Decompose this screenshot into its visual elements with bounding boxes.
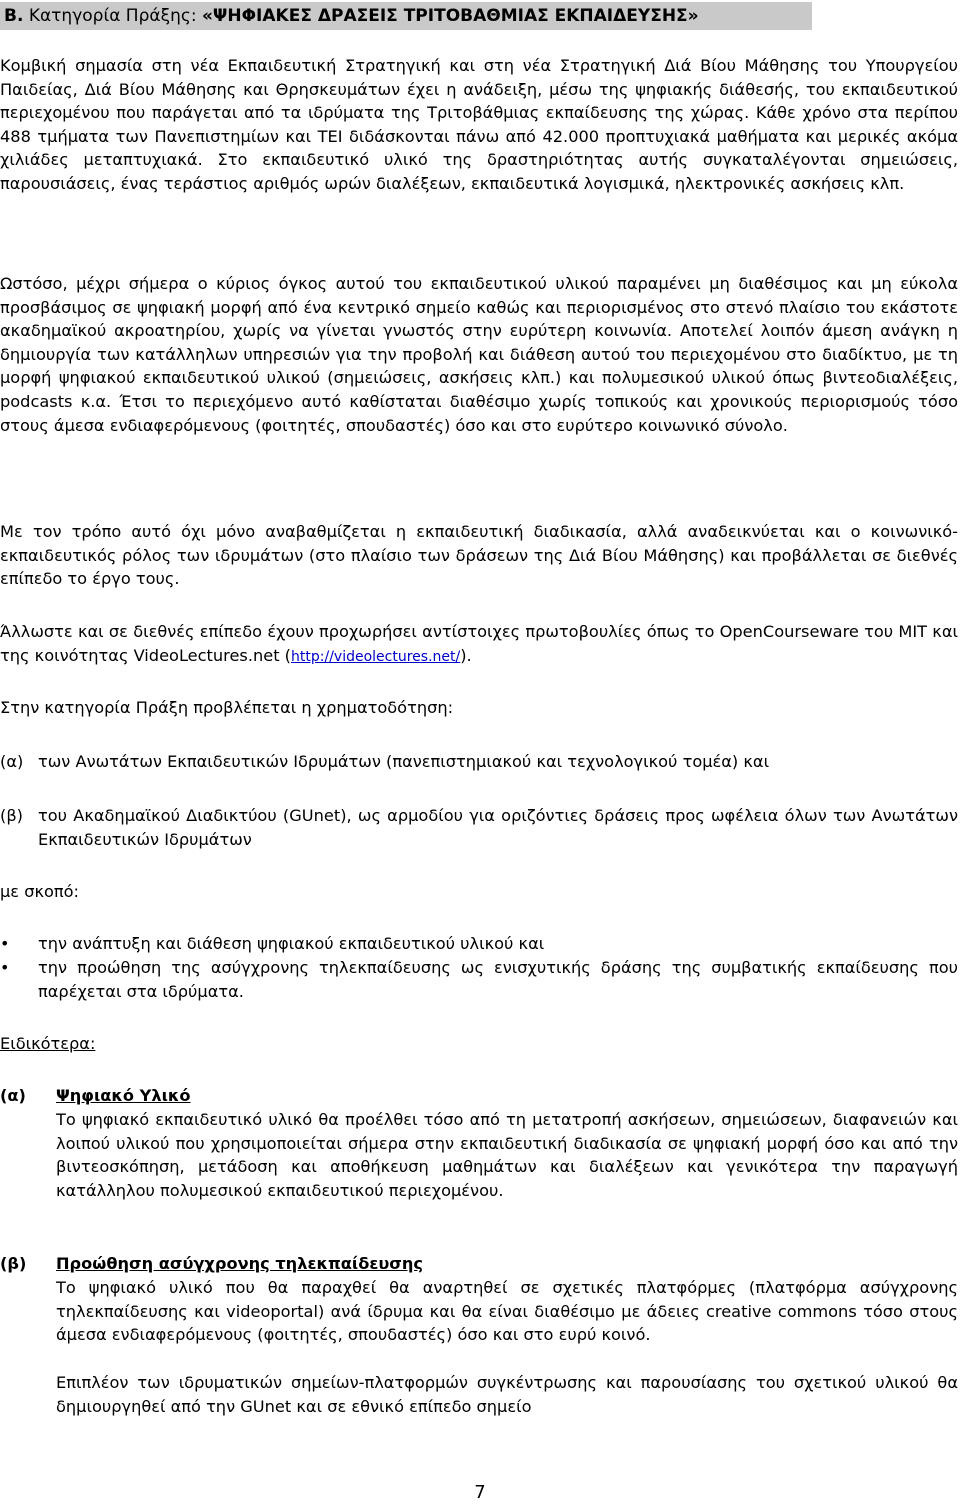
bullet-icon: • xyxy=(0,958,10,977)
bullet-item-1: την ανάπτυξη και διάθεση ψηφιακού εκπαιδευτικού υλικού και xyxy=(38,934,545,953)
funding-mark-a: (α) xyxy=(0,752,24,771)
bullet-icon: • xyxy=(0,934,10,953)
funding-item-b: του Ακαδημαϊκού Διαδικτύου (GUnet), ως αρμοδίου για οριζόντιες δράσεις προς ωφέλεια όλων των Ανωτάτων Εκπαιδευτικών Ιδρυμάτων xyxy=(38,806,958,849)
page-number: 7 xyxy=(474,1482,486,1503)
section-prefix: Β. xyxy=(4,6,24,26)
bullet-item-2: την προώθηση της ασύγχρονης τηλεκπαίδευσης ως ενισχυτικής δράσης της συμβατικής εκπαίδευσης που παρέχεται στα ιδρύματα. xyxy=(38,958,958,1001)
item-a-paragraph: Το ψηφιακό εκπαιδευτικό υλικό θα προέλθει τόσο από τη μετατροπή ασκήσεων, σημειώσεων, διαφανειών και λοιπού υλικού που χρησιμοποιείται σήμερα στην εκπαιδευτική διαδικασία σε ψηφιακή μορφή όσο και από την βιντεοσκόπηση, μετάδοση και αποθήκευση μαθημάτων και διαλέξεων και γενικότερα την παραγωγή κατάλληλου πολυμεσικού εκπαιδευτικού περιεχομένου. xyxy=(56,1110,958,1200)
videolectures-link[interactable]: http://videolectures.net/ xyxy=(291,648,461,665)
paragraph-intro: Κομβική σημασία στη νέα Εκπαιδευτική Στρατηγική και στη νέα Στρατηγική Διά Βίου Μάθησης του Υπουργείου Παιδείας, Διά Βίου Μάθησης και Θρησκευμάτων έχει η ανάδειξη, μέσω της ψηφιακής διάθεσής, του εκπαιδευτικού περιεχομένου που παράγεται από τα ιδρύματα της Τριτοβάθμιας εκπαίδευσης της χώρας. Κάθε χρόνο στα περίπου 488 τμήματα των Πανεπιστημίων και ΤΕΙ διδάσκονται πάνω από 42.000 προπτυχιακά μαθήματα και μερικές ακόμα χιλιάδες μεταπτυχιακά. Στο εκπαιδευτικό υλικό της δραστηριότητας αυτής συγκαταλέγονται σημειώσεις, παρουσιάσεις, ένας τεράστιος αριθμός ωρών διαλέξεων, εκπαιδευτικά λογισμικά, ηλεκτρονικές ασκήσεις κλπ. xyxy=(0,56,958,193)
item-b-title-text: Προώθηση ασύγχρονης τηλεκπαίδευσης xyxy=(56,1254,423,1273)
section-label: Κατηγορία Πράξης: xyxy=(23,6,202,26)
item-b-mark: (β) xyxy=(0,1254,27,1273)
paragraph-funding-intro: Στην κατηγορία Πράξη προβλέπεται η χρηματοδότηση: xyxy=(0,698,454,717)
paragraph-international xyxy=(0,620,958,669)
item-b-paragraph-2: Επιπλέον των ιδρυματικών σημείων-πλατφορμών συγκέντρωσης και παρουσίασης του σχετικού υλικού θα δημιουργηθεί από την GUnet και σε εθνικό επίπεδο σημείο xyxy=(56,1373,958,1416)
international-text: Άλλωστε και σε διεθνές επίπεδο έχουν προχωρήσει αντίστοιχες πρωτοβουλίες όπως το OpenCourseware του MIT και της κοινότητας VideoLectures.net ( xyxy=(0,622,958,665)
specifically-heading xyxy=(0,1032,958,1056)
funding-mark-b: (β) xyxy=(0,806,23,825)
item-a-title-text: Ψηφιακό Υλικό xyxy=(56,1086,191,1105)
specifically-label: Ειδικότερα: xyxy=(0,1034,96,1053)
item-a-title xyxy=(56,1084,958,1108)
paragraph-current-state: Ωστόσο, μέχρι σήμερα ο κύριος όγκος αυτού του εκπαιδευτικού υλικού παραμένει μη διαθέσιμος και μη εύκολα προσβάσιμος σε ψηφιακή μορφή από ένα κεντρικό σημείο καθώς και περιορισμένος στο στενό πλαίσιο του εκάστοτε ακαδημαϊκού ακροατηρίου, χωρίς να γίνεται γνωστός στην ευρύτερη κοινωνία. Αποτελεί λοιπόν άμεση ανάγκη η δημιουργία των κατάλληλων υπηρεσιών για την προβολή και διάθεση αυτού του περιεχομένου στο διαδίκτυο, με τη μορφή ψηφιακού εκπαιδευτικού υλικού (σημειώσεις, ασκήσεις κλπ.) και πολυμεσικού υλικού όπως βιντεοδιαλέξεις, podcasts κ.α. Έτσι το περιεχόμενο αυτό καθίσταται διαθέσιμο χωρίς τοπικούς και χρονικούς περιορισμούς τόσο στους άμεσα ενδιαφερόμενους (φοιτητές, σπουδαστές) όσο και στο ευρύτερο κοινωνικό σύνολο. xyxy=(0,274,958,435)
purpose-label: με σκοπό: xyxy=(0,882,80,901)
international-end: ). xyxy=(460,645,472,665)
funding-item-a: των Ανωτάτων Εκπαιδευτικών Ιδρυμάτων (πανεπιστημιακού και τεχνολογικού τομέα) και xyxy=(38,752,770,771)
section-title-bar xyxy=(0,2,812,30)
item-a-mark: (α) xyxy=(0,1086,26,1105)
item-b-title xyxy=(56,1252,958,1276)
item-b-paragraph-1: Το ψηφιακό υλικό που θα παραχθεί θα αναρτηθεί σε σχετικές πλατφόρμες (πλατφόρμα ασύγχρονης τηλεκπαίδευσης και videoportal) ανά ίδρυμα και θα είναι διαθέσιμο με άδειες creative commons τόσο στους άμεσα ενδιαφερόμενους (φοιτητές, σπουδαστές) όσο και στο ευρύ κοινό. xyxy=(56,1278,958,1345)
paragraph-upgrade: Με τον τρόπο αυτό όχι μόνο αναβαθμίζεται η εκπαιδευτική διαδικασία, αλλά αναδεικνύεται και ο κοινωνικό-εκπαιδευτικός ρόλος των ιδρυμάτων (στο πλαίσιο των δράσεων της Διά Βίου Μάθησης) και προβάλλεται σε διεθνές επίπεδο το έργο τους. xyxy=(0,522,958,589)
section-name: «ΨΗΦΙΑΚΕΣ ΔΡΑΣΕΙΣ ΤΡΙΤΟΒΑΘΜΙΑΣ ΕΚΠΑΙΔΕΥΣΗΣ» xyxy=(201,6,699,26)
